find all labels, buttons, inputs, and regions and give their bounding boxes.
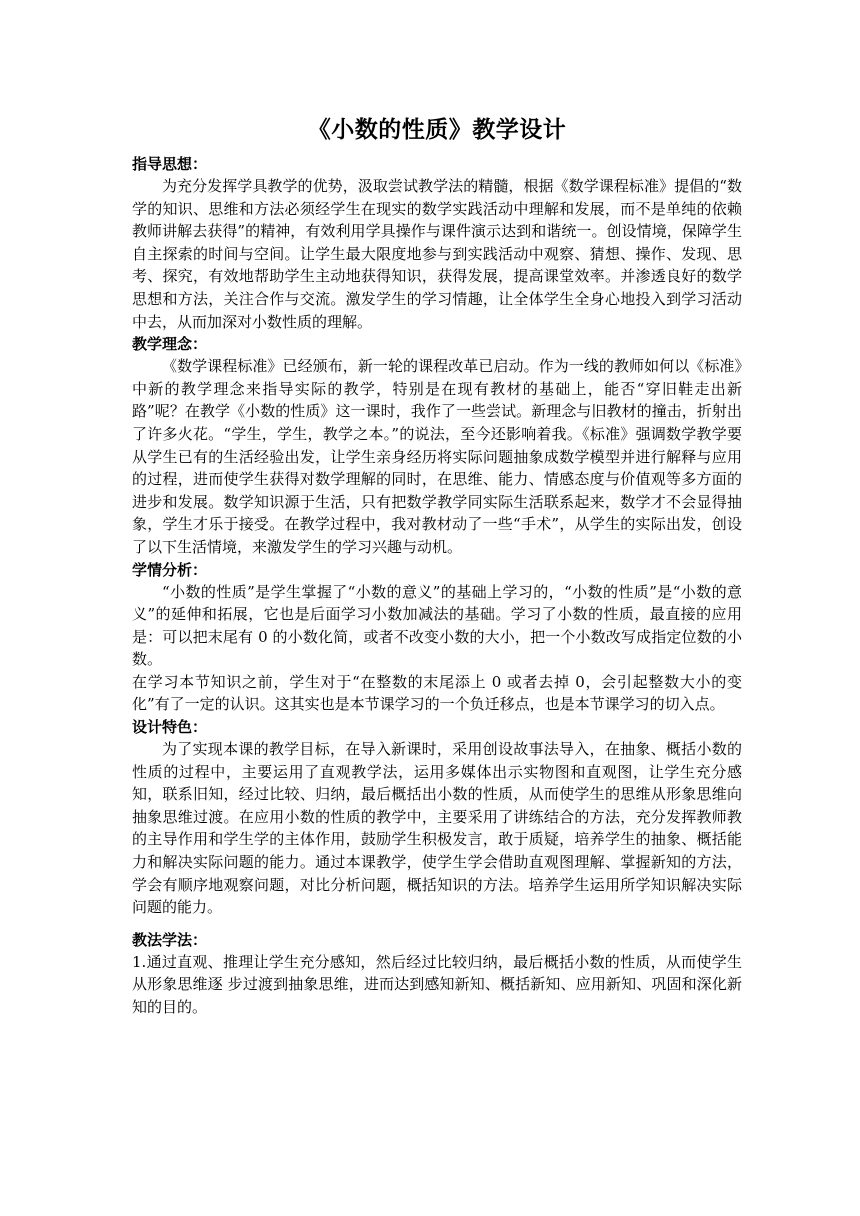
section-paragraph: 为了实现本课的教学目标，在导入新课时，采用创设故事法导入，在抽象、概括小数的性质的过程中，主要运用了直观教学法，运用多媒体出示实物图和直观图，让学生充分感知，联系旧知，经过比较、归纳，最后概括出小数的性质，从而使学生的思维从形象思维向抽象思维过渡。在应用小数的性质的教学中，主要采用了讲练结合的方法，充分发挥教师教的主导作用和学生学的主体作用，鼓励学生积极发言，敢于质疑，培养学生的抽象、概括能力和解决实际问题的能力。通过本课教学，使学生学会借助直观图理解、掌握新知的方法，学会有顺序地观察问题，对比分析问题，概括知识的方法。培养学生运用所学知识解决实际问题的能力。 bbox=[132, 740, 742, 917]
section-heading: 学情分析： bbox=[132, 560, 208, 579]
section-paragraph: 1.通过直观、推理让学生充分感知，然后经过比较归纳，最后概括小数的性质，从而使学生从形象思维逐 步过渡到抽象思维，进而达到感知新知、概括新知、应用新知、巩固和深化新知的目的。 bbox=[132, 952, 742, 1016]
section-learner-analysis bbox=[132, 559, 742, 717]
section-guiding-ideology bbox=[132, 153, 742, 333]
section-paragraph: 《数学课程标准》已经颁布，新一轮的课程改革已启动。作为一线的教师如何以《标准》中新的教学理念来指导实际的教学，特别是在现有教材的基础上，能否“穿旧鞋走出新路”呢？在教学《小数的性质》这一课时，我作了一些尝试。新理念与旧教材的撞击，折射出了许多火花。“学生，学生，教学之本。”的说法，至今还影响着我。《标准》强调数学教学要从学生已有的生活经验出发，让学生亲身经历将实际问题抽象成数学模型并进行解释与应用的过程，进而使学生获得对数学理解的同时，在思维、能力、情感态度与价值观等多方面的进步和发展。数学知识源于生活，只有把数学教学同实际生活联系起来，数学才不会显得抽象，学生才乐于接受。在教学过程中，我对教材动了一些“手术”，从学生的实际出发，创设了以下生活情境，来激发学生的学习兴趣与动机。 bbox=[132, 357, 742, 556]
section-paragraph: 为充分发挥学具教学的优势，汲取尝试教学法的精髓，根据《数学课程标准》提倡的“数学的知识、思维和方法必须经学生在现实的数学实践活动中理解和发展，而不是单纯的依赖教师讲解去获得”的精神，有效利用学具操作与课件演示达到和谐统一。创设情境，保障学生自主探索的时间与空间。让学生最大限度地参与到实践活动中观察、猜想、操作、发现、思考、探究，有效地帮助学生主动地获得知识，获得发展，提高课堂效率。并渗透良好的数学思想和方法，关注合作与交流。激发学生的学习情趣，让全体学生全身心地投入到学习活动中去，从而加深对小数性质的理解。 bbox=[132, 177, 742, 331]
section-teaching-methods bbox=[132, 929, 742, 1019]
document-body bbox=[132, 113, 742, 1019]
section-heading: 设计特色： bbox=[132, 718, 208, 737]
section-heading: 指导思想： bbox=[132, 155, 208, 173]
section-heading: 教学理念： bbox=[132, 335, 208, 354]
section-paragraph: “小数的性质”是学生掌握了“小数的意义”的基础上学习的，“小数的性质”是“小数的意义”的延伸和拓展，它也是后面学习小数加减法的基础。学习了小数的性质，最直接的应用是：可以把末尾有 0 的小数化简，或者不改变小数的大小，把一个小数改写成指定位数的小数。 bbox=[132, 582, 742, 669]
section-design-features bbox=[132, 716, 742, 919]
document-title: 《小数的性质》教学设计 bbox=[307, 116, 567, 143]
section-paragraph: 在学习本节知识之前，学生对于“在整数的末尾添上 0 或者去掉 0，会引起整数大小的变化”有了一定的认识。这其实也是本节课学习的一个负迁移点，也是本节课学习的切入点。 bbox=[132, 672, 742, 714]
section-teaching-philosophy bbox=[132, 333, 742, 558]
section-heading: 教法学法： bbox=[132, 930, 208, 949]
